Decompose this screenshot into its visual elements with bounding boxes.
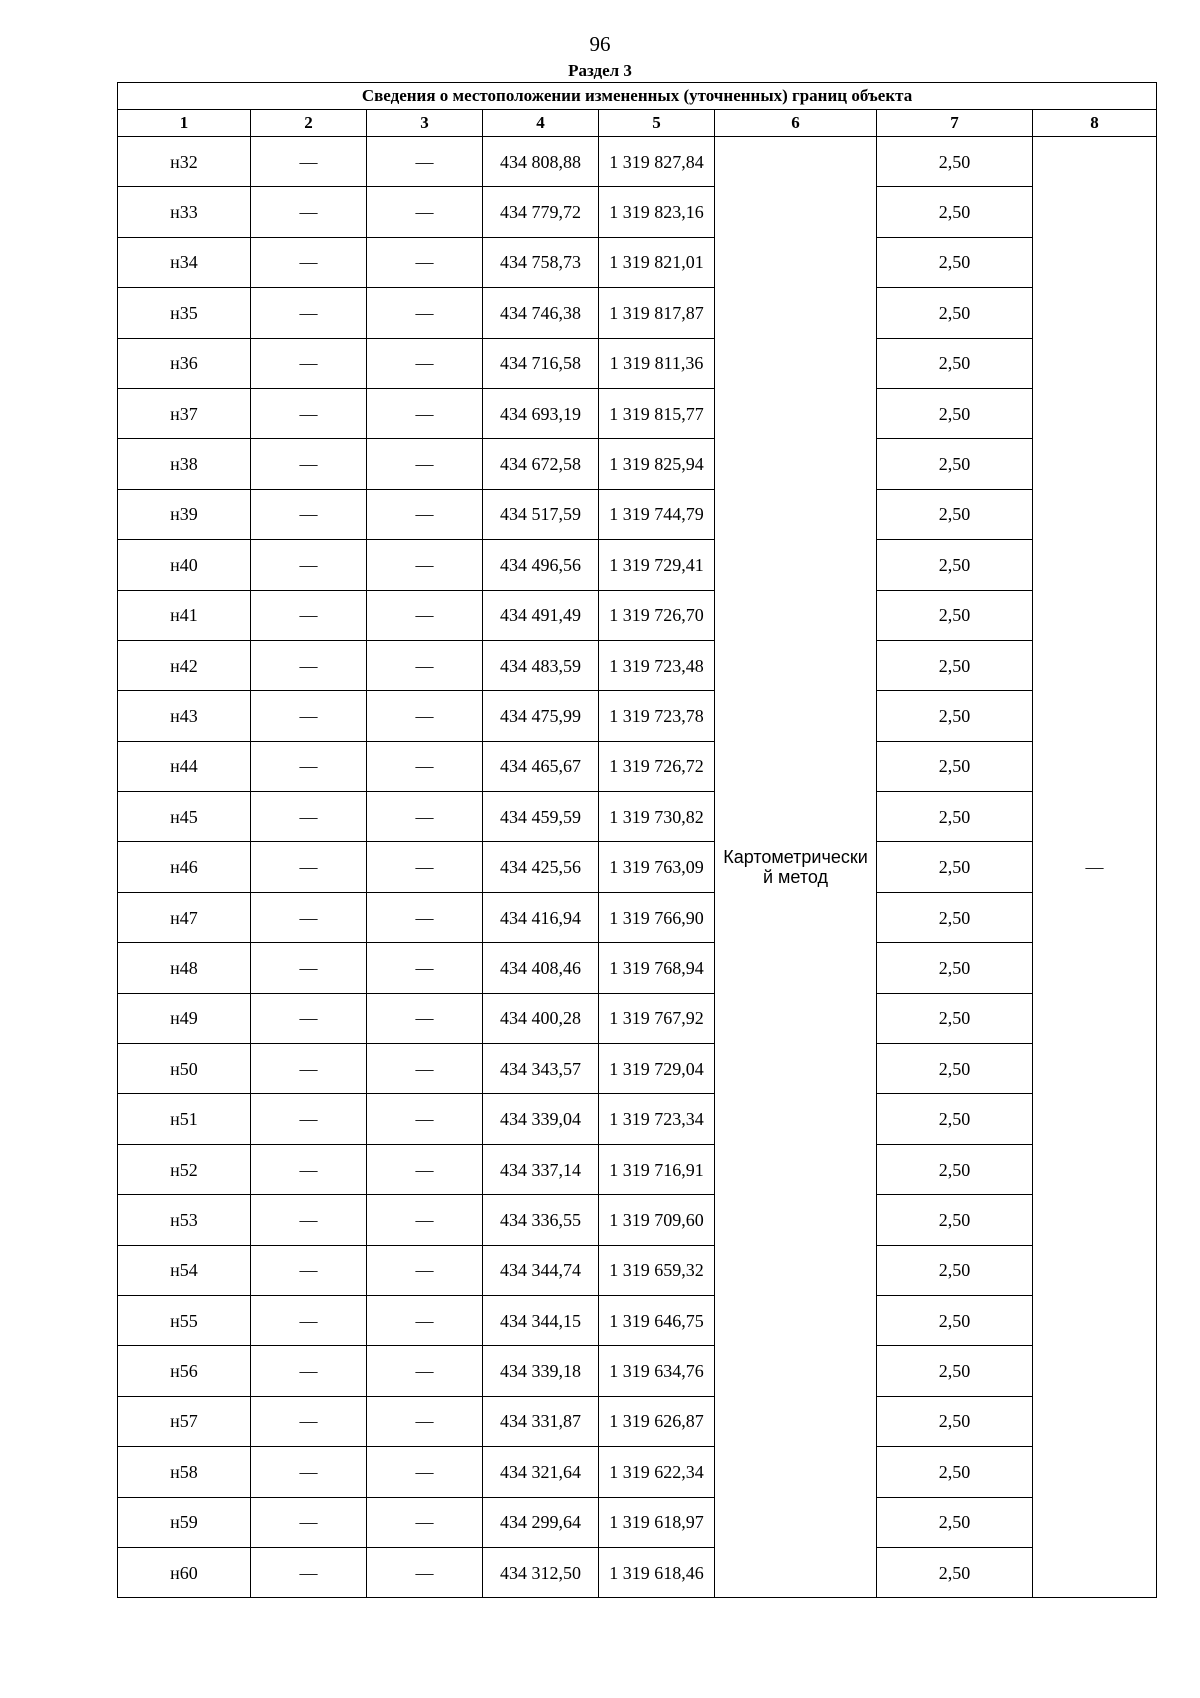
y-coordinate-cell: 1 319 823,16 — [599, 187, 715, 237]
y-coordinate-cell: 1 319 622,34 — [599, 1447, 715, 1497]
table-row — [118, 540, 1157, 590]
table-row — [118, 338, 1157, 388]
y-coordinate-cell: 1 319 716,91 — [599, 1144, 715, 1194]
y-coordinate-cell: 1 319 767,92 — [599, 993, 715, 1043]
point-cell: н58 — [118, 1447, 251, 1497]
column-number: 6 — [715, 110, 877, 137]
x-coordinate-cell: 434 299,64 — [483, 1497, 599, 1547]
y-coordinate-cell: 1 319 768,94 — [599, 943, 715, 993]
x-coordinate-cell: 434 808,88 — [483, 137, 599, 187]
x-coordinate-cell: 434 337,14 — [483, 1144, 599, 1194]
x-coordinate-cell: 434 400,28 — [483, 993, 599, 1043]
col2-cell: — — [251, 1447, 367, 1497]
col2-cell: — — [251, 842, 367, 892]
x-coordinate-cell: 434 344,15 — [483, 1295, 599, 1345]
accuracy-cell: 2,50 — [877, 489, 1033, 539]
x-coordinate-cell: 434 716,58 — [483, 338, 599, 388]
accuracy-cell: 2,50 — [877, 590, 1033, 640]
x-coordinate-cell: 434 425,56 — [483, 842, 599, 892]
col3-cell: — — [367, 1295, 483, 1345]
x-coordinate-cell: 434 312,50 — [483, 1547, 599, 1597]
point-cell: н60 — [118, 1547, 251, 1597]
x-coordinate-cell: 434 343,57 — [483, 1044, 599, 1094]
page-number: 96 — [589, 32, 611, 56]
col3-cell: — — [367, 1094, 483, 1144]
table-row — [118, 741, 1157, 791]
col2-cell: — — [251, 993, 367, 1043]
accuracy-cell: 2,50 — [877, 691, 1033, 741]
point-cell: н56 — [118, 1346, 251, 1396]
accuracy-cell: 2,50 — [877, 137, 1033, 187]
table-row — [118, 439, 1157, 489]
method-text-line: й метод — [762, 867, 828, 888]
y-coordinate-cell: 1 319 726,72 — [599, 741, 715, 791]
table-row — [118, 1195, 1157, 1245]
accuracy-cell: 2,50 — [877, 640, 1033, 690]
x-coordinate-cell: 434 475,99 — [483, 691, 599, 741]
point-cell: н33 — [118, 187, 251, 237]
col3-cell: — — [367, 1547, 483, 1597]
point-cell: н32 — [118, 137, 251, 187]
column-number: 2 — [251, 110, 367, 137]
col3-cell: — — [367, 842, 483, 892]
col2-cell: — — [251, 1346, 367, 1396]
table-caption: Сведения о местоположении измененных (уточненных) границ объекта — [118, 83, 1157, 110]
x-coordinate-cell: 434 344,74 — [483, 1245, 599, 1295]
point-cell: н50 — [118, 1044, 251, 1094]
col3-cell: — — [367, 691, 483, 741]
col3-cell: — — [367, 439, 483, 489]
col2-cell: — — [251, 1295, 367, 1345]
column-number: 3 — [367, 110, 483, 137]
accuracy-cell: 2,50 — [877, 1195, 1033, 1245]
accuracy-cell: 2,50 — [877, 540, 1033, 590]
y-coordinate-cell: 1 319 723,78 — [599, 691, 715, 741]
col2-cell: — — [251, 489, 367, 539]
col3-cell: — — [367, 137, 483, 187]
x-coordinate-cell: 434 746,38 — [483, 288, 599, 338]
y-coordinate-cell: 1 319 815,77 — [599, 388, 715, 438]
accuracy-cell: 2,50 — [877, 388, 1033, 438]
y-coordinate-cell: 1 319 811,36 — [599, 338, 715, 388]
col3-cell: — — [367, 540, 483, 590]
table-row — [118, 792, 1157, 842]
col2-cell: — — [251, 338, 367, 388]
x-coordinate-cell: 434 758,73 — [483, 237, 599, 287]
col2-cell: — — [251, 1144, 367, 1194]
method-cell — [715, 137, 877, 1598]
x-coordinate-cell: 434 693,19 — [483, 388, 599, 438]
col3-cell: — — [367, 1144, 483, 1194]
col3-cell: — — [367, 1195, 483, 1245]
point-cell: н43 — [118, 691, 251, 741]
point-cell: н51 — [118, 1094, 251, 1144]
col2-cell: — — [251, 590, 367, 640]
col2-cell: — — [251, 237, 367, 287]
x-coordinate-cell: 434 672,58 — [483, 439, 599, 489]
col3-cell: — — [367, 1447, 483, 1497]
y-coordinate-cell: 1 319 723,48 — [599, 640, 715, 690]
col3-cell: — — [367, 1245, 483, 1295]
col8-cell: — — [1033, 137, 1157, 1598]
table-row — [118, 187, 1157, 237]
accuracy-cell: 2,50 — [877, 892, 1033, 942]
col2-cell: — — [251, 288, 367, 338]
y-coordinate-cell: 1 319 726,70 — [599, 590, 715, 640]
col3-cell: — — [367, 288, 483, 338]
point-cell: н54 — [118, 1245, 251, 1295]
accuracy-cell: 2,50 — [877, 792, 1033, 842]
column-number: 4 — [483, 110, 599, 137]
point-cell: н39 — [118, 489, 251, 539]
y-coordinate-cell: 1 319 827,84 — [599, 137, 715, 187]
accuracy-cell: 2,50 — [877, 1245, 1033, 1295]
table-row — [118, 1396, 1157, 1446]
point-cell: н44 — [118, 741, 251, 791]
col3-cell: — — [367, 237, 483, 287]
x-coordinate-cell: 434 779,72 — [483, 187, 599, 237]
col2-cell: — — [251, 1195, 367, 1245]
col2-cell: — — [251, 792, 367, 842]
table-row — [118, 388, 1157, 438]
point-cell: н57 — [118, 1396, 251, 1446]
x-coordinate-cell: 434 483,59 — [483, 640, 599, 690]
col2-cell: — — [251, 1094, 367, 1144]
y-coordinate-cell: 1 319 723,34 — [599, 1094, 715, 1144]
point-cell: н45 — [118, 792, 251, 842]
col2-cell: — — [251, 691, 367, 741]
col3-cell: — — [367, 1396, 483, 1446]
col3-cell: — — [367, 1346, 483, 1396]
x-coordinate-cell: 434 339,18 — [483, 1346, 599, 1396]
section-title: Раздел 3 — [568, 61, 632, 80]
x-coordinate-cell: 434 339,04 — [483, 1094, 599, 1144]
y-coordinate-cell: 1 319 729,04 — [599, 1044, 715, 1094]
col2-cell: — — [251, 439, 367, 489]
y-coordinate-cell: 1 319 730,82 — [599, 792, 715, 842]
col2-cell: — — [251, 137, 367, 187]
col3-cell: — — [367, 1044, 483, 1094]
accuracy-cell: 2,50 — [877, 187, 1033, 237]
table-row — [118, 489, 1157, 539]
y-coordinate-cell: 1 319 817,87 — [599, 288, 715, 338]
table-row — [118, 288, 1157, 338]
y-coordinate-cell: 1 319 766,90 — [599, 892, 715, 942]
column-number: 8 — [1033, 110, 1157, 137]
col3-cell: — — [367, 792, 483, 842]
column-number: 5 — [599, 110, 715, 137]
table-body — [118, 137, 1157, 1598]
accuracy-cell: 2,50 — [877, 1346, 1033, 1396]
table-row — [118, 1547, 1157, 1597]
point-cell: н37 — [118, 388, 251, 438]
x-coordinate-cell: 434 465,67 — [483, 741, 599, 791]
col2-cell: — — [251, 1245, 367, 1295]
table-row — [118, 1447, 1157, 1497]
col2-cell: — — [251, 388, 367, 438]
x-coordinate-cell: 434 416,94 — [483, 892, 599, 942]
accuracy-cell: 2,50 — [877, 1295, 1033, 1345]
point-cell: н53 — [118, 1195, 251, 1245]
y-coordinate-cell: 1 319 763,09 — [599, 842, 715, 892]
table-row — [118, 640, 1157, 690]
table-row — [118, 137, 1157, 187]
table-row — [118, 237, 1157, 287]
table-row — [118, 1497, 1157, 1547]
table-row — [118, 943, 1157, 993]
point-cell: н49 — [118, 993, 251, 1043]
x-coordinate-cell: 434 459,59 — [483, 792, 599, 842]
y-coordinate-cell: 1 319 626,87 — [599, 1396, 715, 1446]
table-row — [118, 1044, 1157, 1094]
x-coordinate-cell: 434 491,49 — [483, 590, 599, 640]
point-cell: н47 — [118, 892, 251, 942]
y-coordinate-cell: 1 319 825,94 — [599, 439, 715, 489]
y-coordinate-cell: 1 319 821,01 — [599, 237, 715, 287]
y-coordinate-cell: 1 319 634,76 — [599, 1346, 715, 1396]
point-cell: н41 — [118, 590, 251, 640]
table-row — [118, 1346, 1157, 1396]
accuracy-cell: 2,50 — [877, 741, 1033, 791]
table-row — [118, 892, 1157, 942]
accuracy-cell: 2,50 — [877, 288, 1033, 338]
accuracy-cell: 2,50 — [877, 1497, 1033, 1547]
point-cell: н59 — [118, 1497, 251, 1547]
col3-cell: — — [367, 590, 483, 640]
col3-cell: — — [367, 1497, 483, 1547]
accuracy-cell: 2,50 — [877, 1547, 1033, 1597]
table-row — [118, 1144, 1157, 1194]
y-coordinate-cell: 1 319 729,41 — [599, 540, 715, 590]
col2-cell: — — [251, 1547, 367, 1597]
y-coordinate-cell: 1 319 618,46 — [599, 1547, 715, 1597]
y-coordinate-cell: 1 319 646,75 — [599, 1295, 715, 1345]
col3-cell: — — [367, 993, 483, 1043]
point-cell: н40 — [118, 540, 251, 590]
point-cell: н34 — [118, 237, 251, 287]
x-coordinate-cell: 434 331,87 — [483, 1396, 599, 1446]
column-number: 1 — [118, 110, 251, 137]
accuracy-cell: 2,50 — [877, 1396, 1033, 1446]
col2-cell: — — [251, 1396, 367, 1446]
accuracy-cell: 2,50 — [877, 338, 1033, 388]
y-coordinate-cell: 1 319 709,60 — [599, 1195, 715, 1245]
col3-cell: — — [367, 640, 483, 690]
col2-cell: — — [251, 540, 367, 590]
col3-cell: — — [367, 741, 483, 791]
boundary-table — [117, 82, 1157, 1598]
accuracy-cell: 2,50 — [877, 943, 1033, 993]
accuracy-cell: 2,50 — [877, 237, 1033, 287]
accuracy-cell: 2,50 — [877, 993, 1033, 1043]
table-row — [118, 1295, 1157, 1345]
accuracy-cell: 2,50 — [877, 1044, 1033, 1094]
accuracy-cell: 2,50 — [877, 1144, 1033, 1194]
col3-cell: — — [367, 187, 483, 237]
col2-cell: — — [251, 1044, 367, 1094]
y-coordinate-cell: 1 319 659,32 — [599, 1245, 715, 1295]
table-row — [118, 842, 1157, 892]
col2-cell: — — [251, 1497, 367, 1547]
point-cell: н35 — [118, 288, 251, 338]
x-coordinate-cell: 434 517,59 — [483, 489, 599, 539]
point-cell: н48 — [118, 943, 251, 993]
table-row — [118, 993, 1157, 1043]
col2-cell: — — [251, 741, 367, 791]
accuracy-cell: 2,50 — [877, 1447, 1033, 1497]
col2-cell: — — [251, 640, 367, 690]
x-coordinate-cell: 434 496,56 — [483, 540, 599, 590]
col3-cell: — — [367, 892, 483, 942]
x-coordinate-cell: 434 336,55 — [483, 1195, 599, 1245]
point-cell: н55 — [118, 1295, 251, 1345]
accuracy-cell: 2,50 — [877, 439, 1033, 489]
x-coordinate-cell: 434 321,64 — [483, 1447, 599, 1497]
col2-cell: — — [251, 943, 367, 993]
point-cell: н42 — [118, 640, 251, 690]
point-cell: н36 — [118, 338, 251, 388]
table-row — [118, 1094, 1157, 1144]
point-cell: н52 — [118, 1144, 251, 1194]
col3-cell: — — [367, 338, 483, 388]
col3-cell: — — [367, 489, 483, 539]
point-cell: н38 — [118, 439, 251, 489]
col3-cell: — — [367, 943, 483, 993]
y-coordinate-cell: 1 319 618,97 — [599, 1497, 715, 1547]
column-number-row — [118, 110, 1157, 137]
table-row — [118, 1245, 1157, 1295]
col3-cell: — — [367, 388, 483, 438]
method-text-line: Картометрически — [723, 847, 868, 868]
accuracy-cell: 2,50 — [877, 1094, 1033, 1144]
point-cell: н46 — [118, 842, 251, 892]
accuracy-cell: 2,50 — [877, 842, 1033, 892]
col2-cell: — — [251, 187, 367, 237]
x-coordinate-cell: 434 408,46 — [483, 943, 599, 993]
table-row — [118, 691, 1157, 741]
column-number: 7 — [877, 110, 1033, 137]
y-coordinate-cell: 1 319 744,79 — [599, 489, 715, 539]
table-row — [118, 590, 1157, 640]
col2-cell: — — [251, 892, 367, 942]
